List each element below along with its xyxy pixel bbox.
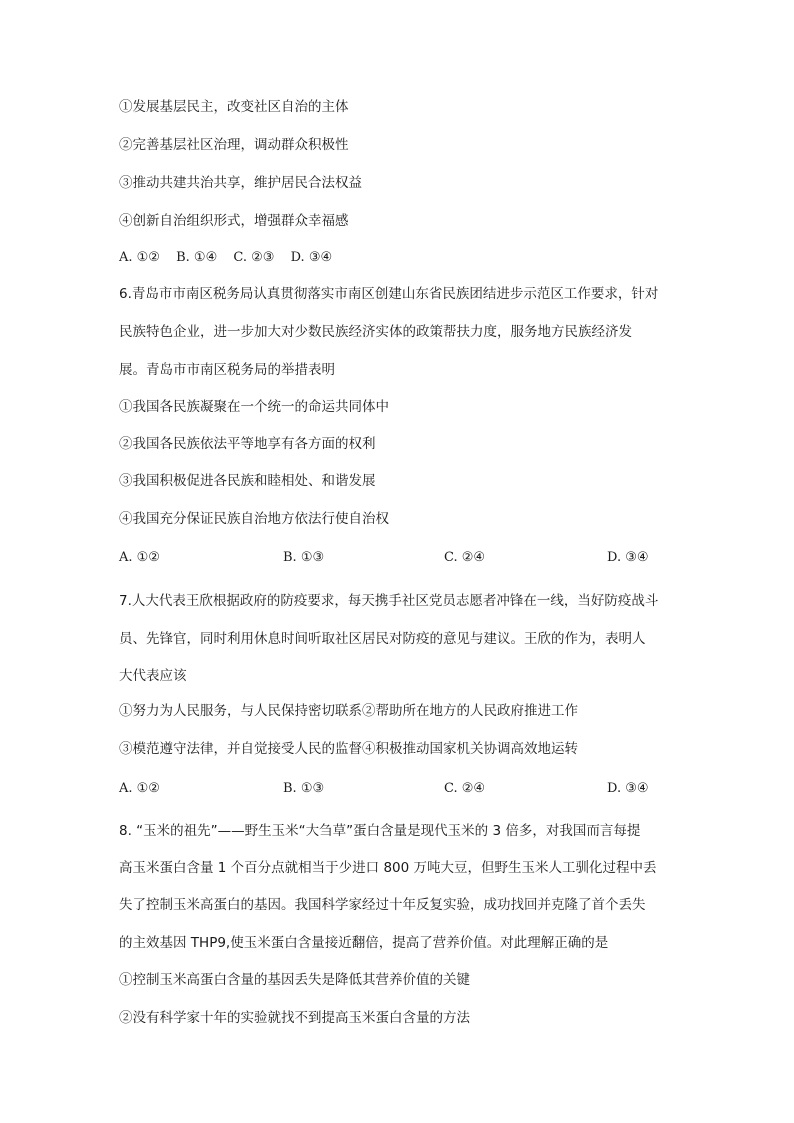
q7-stem-line-3: 大代表应该 bbox=[119, 668, 187, 684]
q5-options bbox=[119, 249, 344, 267]
q6-stem-line-2: 民族特色企业，进一步加大对少数民族经济实体的政策帮扶力度，服务地方民族经济发 bbox=[119, 324, 632, 340]
q6-item-3: ③我国积极促进各民族和睦相处、和谐发展 bbox=[119, 473, 376, 489]
q6-item-2: ②我国各民族依法平等地享有各方面的权利 bbox=[119, 436, 376, 452]
q8-stem-line-3: 失了控制玉米高蛋白的基因。我国科学家经过十年反复实验，成功找回并克隆了首个丢失 bbox=[119, 897, 646, 913]
q7-option-a: A. ①② bbox=[119, 781, 160, 796]
q6-item-1: ①我国各民族凝聚在一个统一的命运共同体中 bbox=[119, 399, 389, 415]
q6-option-b: B. ①③ bbox=[283, 550, 325, 565]
q7-option-d: D. ③④ bbox=[607, 781, 649, 796]
q7-stem-line-1: 7.人大代表王欣根据政府的防疫要求，每天携手社区党员志愿者冲锋在一线，当好防疫战斗 bbox=[119, 593, 659, 609]
q8-stem-line-4: 的主效基因 THP9,使玉米蛋白含量接近翻倍，提高了营养价值。对此理解正确的是 bbox=[119, 935, 609, 951]
q6-option-a: A. ①② bbox=[119, 550, 160, 565]
q6-option-d: D. ③④ bbox=[607, 550, 649, 565]
q5-option-d: D. ③④ bbox=[290, 250, 333, 265]
q7-item-3-4: ③模范遵守法律，并自觉接受人民的监督④积极推动国家机关协调高效地运转 bbox=[119, 741, 578, 757]
q5-option-c: C. ②③ bbox=[233, 250, 275, 265]
q5-item-3: ③推动共建共治共享，维护居民合法权益 bbox=[119, 175, 362, 191]
q6-stem-line-1: 6.青岛市市南区税务局认真贯彻落实市南区创建山东省民族团结进步示范区工作要求，针对 bbox=[119, 286, 659, 302]
q5-item-2: ②完善基层社区治理，调动群众积极性 bbox=[119, 137, 349, 153]
q7-stem-line-2: 员、先锋官，同时利用休息时间听取社区居民对防疫的意见与建议。王欣的作为，表明人 bbox=[119, 631, 646, 647]
q7-option-c: C. ②④ bbox=[444, 781, 486, 796]
q8-stem-line-2: 高玉米蛋白含量 1 个百分点就相当于少进口 800 万吨大豆，但野生玉米人工驯化过程中丢 bbox=[119, 860, 657, 876]
q5-option-b: B. ①④ bbox=[176, 250, 218, 265]
q6-option-c: C. ②④ bbox=[444, 550, 486, 565]
q7-item-1-2: ①努力为人民服务，与人民保持密切联系②帮助所在地方的人民政府推进工作 bbox=[119, 703, 578, 719]
q8-item-1: ①控制玉米高蛋白含量的基因丢失是降低其营养价值的关键 bbox=[119, 972, 470, 988]
q5-option-a: A. ①② bbox=[119, 250, 160, 265]
q5-item-4: ④创新自治组织形式，增强群众幸福感 bbox=[119, 213, 349, 229]
q8-item-2: ②没有科学家十年的实验就找不到提高玉米蛋白含量的方法 bbox=[119, 1010, 470, 1026]
q7-option-b: B. ①③ bbox=[283, 781, 325, 796]
q5-item-1: ①发展基层民主，改变社区自治的主体 bbox=[119, 99, 349, 115]
q6-stem-line-3: 展。青岛市市南区税务局的举措表明 bbox=[119, 362, 335, 378]
q8-stem-line-1: 8. “玉米的祖先”——野生玉米“大刍草”蛋白含量是现代玉米的 3 倍多，对我国而言每提 bbox=[119, 823, 641, 839]
q6-item-4: ④我国充分保证民族自治地方依法行使自治权 bbox=[119, 511, 389, 527]
